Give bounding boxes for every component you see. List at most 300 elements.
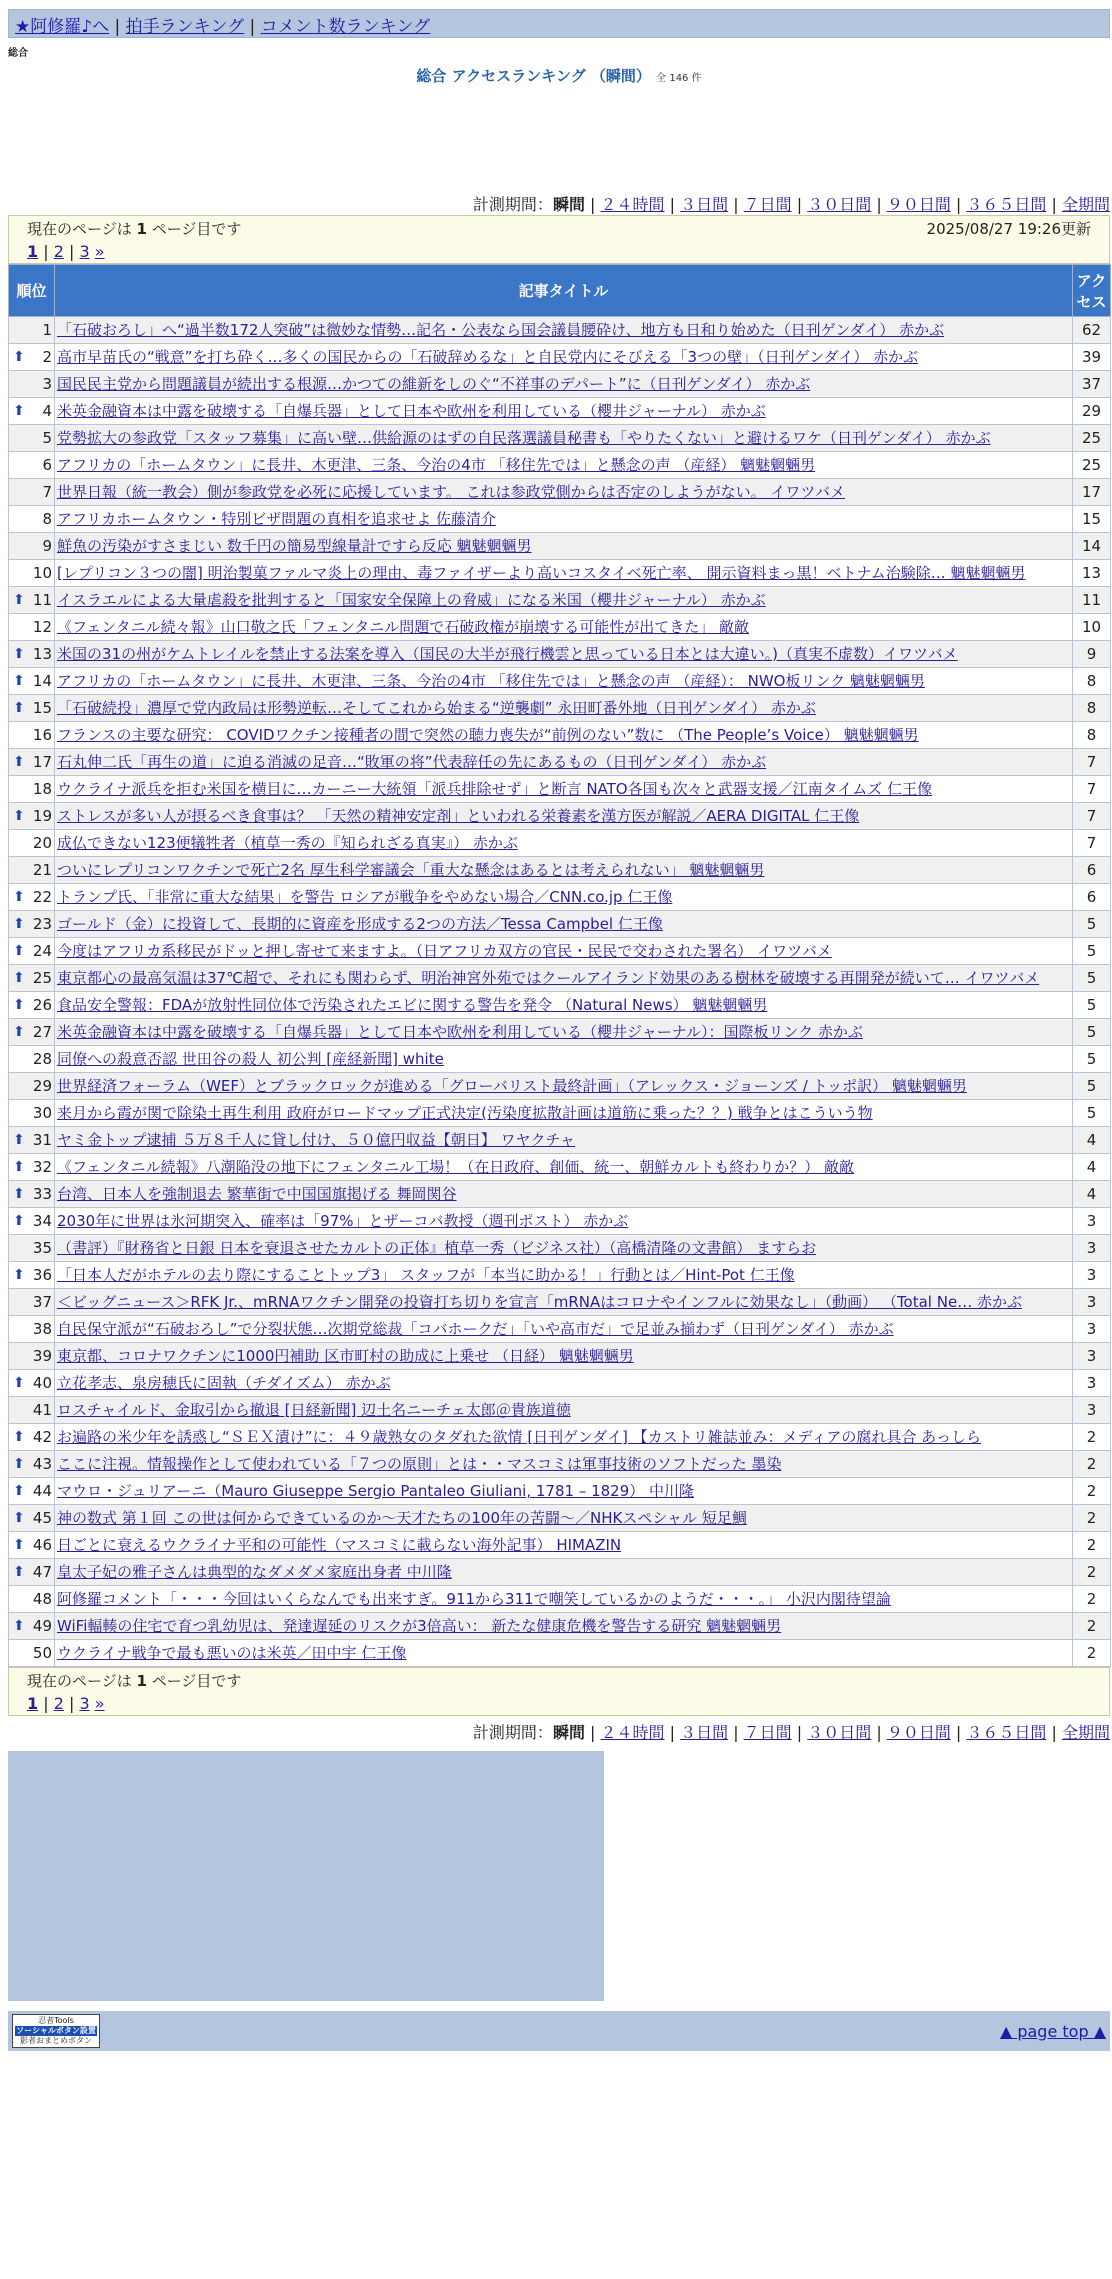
article-link[interactable]: アフリカホームタウン・特別ビザ問題の真相を追求せよ 佐藤清介 <box>57 510 497 528</box>
access-count: 10 <box>1073 614 1111 641</box>
table-row <box>9 398 1111 425</box>
nav-separator: | <box>249 17 256 37</box>
rank-number: 43 <box>32 1455 52 1473</box>
rank-cell <box>9 344 55 371</box>
page-top-link[interactable]: ▲ page top ▲ <box>999 2021 1106 2041</box>
title-cell <box>55 965 1073 992</box>
rank-number: 3 <box>42 375 52 393</box>
article-link[interactable]: （書評）『財務省と日銀 日本を衰退させたカルトの正体』植草一秀（ビジネス社）（高橋清隆の文書館） ますらお <box>57 1239 817 1257</box>
access-count: 8 <box>1073 695 1111 722</box>
rank-number: 50 <box>32 1644 52 1662</box>
bottom-period-link-2[interactable]: ７日間 <box>743 1723 792 1742</box>
access-count: 3 <box>1073 1343 1111 1370</box>
rank-cell <box>9 857 55 884</box>
rank-cell <box>9 992 55 1019</box>
table-row <box>9 614 1111 641</box>
table-row <box>9 1478 1111 1505</box>
article-link[interactable]: ロスチャイルド、金取引から撤退 [日経新聞] 辺土名ニーチェ太郎＠貴族道徳 <box>57 1401 571 1419</box>
table-row <box>9 1073 1111 1100</box>
rank-number: 42 <box>32 1428 52 1446</box>
bottom-period-link-4[interactable]: ９０日間 <box>886 1723 951 1742</box>
table-row <box>9 1100 1111 1127</box>
article-link[interactable]: アフリカの「ホームタウン」に長井、木更津、三条、今治の4市 「移住先では」と懸念の声 （産経）： NWO板リンク 魑魅魍魎男 <box>57 672 925 690</box>
period-current: 瞬間 <box>552 1723 585 1742</box>
access-count: 11 <box>1073 587 1111 614</box>
table-row <box>9 776 1111 803</box>
rank-number: 21 <box>32 861 52 879</box>
access-count: 39 <box>1073 344 1111 371</box>
top-period-link-3[interactable]: ３０日間 <box>807 195 872 214</box>
title-cell <box>55 1397 1073 1424</box>
table-row <box>9 1181 1111 1208</box>
access-count: 2 <box>1073 1424 1111 1451</box>
period-separator: | <box>1046 1723 1062 1742</box>
rank-up-arrow-icon: ⬆ <box>13 970 25 986</box>
period-selector-top <box>8 192 1110 215</box>
rank-number: 31 <box>32 1131 52 1149</box>
rank-up-arrow-icon: ⬆ <box>13 673 25 689</box>
article-link[interactable]: 「日本人だがホテルの去り際にすることトップ3」 スタッフが「本当に助かる！」行動とは／Hint-Pot 仁王像 <box>57 1266 795 1284</box>
access-count: 3 <box>1073 1262 1111 1289</box>
next-page-link[interactable]: » <box>94 1694 105 1713</box>
rank-number: 39 <box>32 1347 52 1365</box>
page-links <box>27 242 1091 261</box>
access-count: 15 <box>1073 506 1111 533</box>
title-cell <box>55 1586 1073 1613</box>
top-period-link-0[interactable]: ２４時間 <box>600 195 665 214</box>
article-link[interactable]: 世界経済フォーラム（WEF）とブラックロックが進める「グローバリスト最終計画」（アレックス・ジョーンズ / トッポ訳） 魑魅魍魎男 <box>57 1077 967 1095</box>
rank-up-arrow-icon: ⬆ <box>13 916 25 932</box>
article-link[interactable]: 東京都、コロナワクチンに1000円補助 区市町村の助成に上乗せ （日経） 魑魅魍魎男 <box>57 1347 634 1365</box>
rank-number: 41 <box>32 1401 52 1419</box>
page-separator: | <box>63 1694 80 1713</box>
top-period-link-1[interactable]: ３日間 <box>680 195 729 214</box>
rank-cell <box>9 614 55 641</box>
rank-number: 12 <box>32 618 52 636</box>
rank-number: 34 <box>32 1212 52 1230</box>
title-cell <box>55 641 1073 668</box>
top-period-link-6[interactable]: 全期間 <box>1061 195 1110 214</box>
article-link[interactable]: ここに注視。情報操作として使われている「７つの原則」とは・・マスコミは軍事技術のソフトだった 墨染 <box>57 1455 782 1473</box>
page-link-2[interactable]: 2 <box>53 242 64 261</box>
rank-up-arrow-icon: ⬆ <box>13 1564 25 1580</box>
rank-cell <box>9 1262 55 1289</box>
access-count: 29 <box>1073 398 1111 425</box>
title-cell <box>55 776 1073 803</box>
rank-cell <box>9 1154 55 1181</box>
article-link[interactable]: 「石破おろし」へ“過半数172人突破”は微妙な情勢…記名・公表なら国会議員腰砕け、地方も日和り始めた（日刊ゲンダイ） 赤かぶ <box>57 321 945 339</box>
title-cell <box>55 425 1073 452</box>
article-link[interactable]: 石丸伸二氏「再生の道」に迫る消滅の足音…“敗軍の将”代表辞任の先にあるもの（日刊ゲンダイ） 赤かぶ <box>57 753 767 771</box>
ranking-rows <box>9 317 1111 1667</box>
comment-ranking-link[interactable]: コメント数ランキング <box>260 17 431 37</box>
article-link[interactable]: 日ごとに衰えるウクライナ平和の可能性（マスコミに載らない海外記事） HIMAZIN <box>57 1536 622 1554</box>
period-separator: | <box>791 195 808 214</box>
top-period-link-2[interactable]: ７日間 <box>743 195 792 214</box>
page-link-2[interactable]: 2 <box>53 1694 64 1713</box>
rank-up-arrow-icon: ⬆ <box>13 1132 25 1148</box>
page-link-1[interactable]: 1 <box>27 242 39 261</box>
table-row <box>9 1235 1111 1262</box>
article-link[interactable]: 米国の31の州がケムトレイルを禁止する法案を導入（国民の大半が飛行機雲と思っている日本とは大違い。)（真実不虚数）イワツバメ <box>57 645 958 663</box>
table-row <box>9 1046 1111 1073</box>
table-row <box>9 1154 1111 1181</box>
rank-cell <box>9 803 55 830</box>
article-link[interactable]: WiFi輻輳の住宅で育つ乳幼児は、発達遅延のリスクが3倍高い： 新たな健康危機を警告する研究 魑魅魍魎男 <box>57 1617 782 1635</box>
access-count: 8 <box>1073 722 1111 749</box>
page-link-1[interactable]: 1 <box>27 1694 39 1713</box>
article-link[interactable]: 今度はアフリカ系移民がドッと押し寄せて来ますよ。（日アフリカ双方の官民・民民で交わされた署名） イワツバメ <box>57 942 832 960</box>
access-count: 62 <box>1073 317 1111 344</box>
title-cell <box>55 398 1073 425</box>
period-separator: | <box>871 1723 887 1742</box>
table-row <box>9 533 1111 560</box>
access-count: 2 <box>1073 1586 1111 1613</box>
rank-number: 29 <box>32 1077 52 1095</box>
table-row <box>9 911 1111 938</box>
article-link[interactable]: 米英金融資本は中露を破壊する「自爆兵器」として日本や欧州を利用している（櫻井ジャーナル） 赤かぶ <box>57 402 766 420</box>
article-link[interactable]: 皇太子妃の雅子さんは典型的なダメダメ家庭出身者 中川隆 <box>57 1563 452 1581</box>
access-count: 5 <box>1073 911 1111 938</box>
article-link[interactable]: ストレスが多い人が摂るべき食事は？ 「天然の精神安定剤」といわれる栄養素を漢方医が解説／AERA DIGITAL 仁王像 <box>57 807 860 825</box>
title-cell <box>55 1181 1073 1208</box>
current-page-text: 現在のページは 1 ページ目です <box>27 1672 242 1690</box>
rank-cell <box>9 479 55 506</box>
table-row <box>9 830 1111 857</box>
rank-cell <box>9 1046 55 1073</box>
table-row <box>9 1397 1111 1424</box>
rank-cell <box>9 1208 55 1235</box>
rank-cell <box>9 1451 55 1478</box>
title-cell <box>55 938 1073 965</box>
article-link[interactable]: [レプリコン３つの闇] 明治製菓ファルマ炎上の理由、毒ファイザーより高いコスタイベ死亡率、 開示資料まっ黒！ベトナム治験除… 魑魅魍魎男 <box>57 564 1026 582</box>
applause-ranking-link[interactable]: 拍手ランキング <box>125 17 245 37</box>
title-cell <box>55 506 1073 533</box>
rank-cell <box>9 722 55 749</box>
rank-up-arrow-icon: ⬆ <box>13 646 25 662</box>
article-link[interactable]: 阿修羅コメント「・・・今回はいくらなんでも出来すぎ。911から311で嘲笑しているかのようだ・・・。」 小沢内閣待望論 <box>57 1590 891 1608</box>
table-row <box>9 1451 1111 1478</box>
title-cell <box>55 1613 1073 1640</box>
table-row <box>9 560 1111 587</box>
rank-cell <box>9 830 55 857</box>
article-link[interactable]: 高市早苗氏の“戦意”を打ち砕く…多くの国民からの「石破辞めるな」と自民党内にそびえる「3つの壁」（日刊ゲンダイ） 赤かぶ <box>57 348 919 366</box>
article-link[interactable]: ついにレプリコンワクチンで死亡2名 厚生科学審議会「重大な懸念はあるとは考えられない」 魑魅魍魎男 <box>57 861 765 879</box>
rank-cell <box>9 1316 55 1343</box>
rank-cell <box>9 587 55 614</box>
rank-up-arrow-icon: ⬆ <box>13 1213 25 1229</box>
access-count: 7 <box>1073 749 1111 776</box>
rank-cell <box>9 695 55 722</box>
article-link[interactable]: 来月から霞が関で除染土再生利用 政府がロードマップ正式決定(汚染度拡散計画は道筋に乗った？？) 戦争とはこういう物 <box>57 1104 873 1122</box>
table-row <box>9 1316 1111 1343</box>
title-cell <box>55 1424 1073 1451</box>
updated-timestamp: 2025/08/27 19:26更新 <box>926 220 1091 238</box>
article-link[interactable]: 自民保守派が“石破おろし”で分裂状態…次期党総裁「コバホークだ」「いや高市だ」で足並み揃わず（日刊ゲンダイ） 赤かぶ <box>57 1320 894 1338</box>
table-row <box>9 1532 1111 1559</box>
ranking-table <box>8 264 1111 1667</box>
period-separator: | <box>950 195 967 214</box>
table-row <box>9 641 1111 668</box>
rank-cell <box>9 668 55 695</box>
bottom-period-link-6[interactable]: 全期間 <box>1061 1723 1110 1742</box>
top-period-link-5[interactable]: ３６５日間 <box>966 195 1047 214</box>
rank-cell <box>9 1019 55 1046</box>
bottom-period-link-1[interactable]: ３日間 <box>680 1723 729 1742</box>
rank-cell <box>9 1478 55 1505</box>
title-cell <box>55 1343 1073 1370</box>
access-count: 5 <box>1073 965 1111 992</box>
col-title-header: 記事タイトル <box>55 265 1073 317</box>
period-separator: | <box>1046 195 1062 214</box>
rank-number: 4 <box>42 402 52 420</box>
table-row <box>9 1505 1111 1532</box>
bottom-bar <box>8 2011 1110 2051</box>
page-title <box>8 65 1110 86</box>
access-count: 8 <box>1073 668 1111 695</box>
article-link[interactable]: イスラエルによる大量虐殺を批判すると「国家安全保障上の脅威」になる米国（櫻井ジャーナル） 赤かぶ <box>57 591 766 609</box>
access-count: 4 <box>1073 1127 1111 1154</box>
article-link[interactable]: お遍路の米少年を誘惑し“ＳＥＸ漬け”に：４９歳熟女のタダれた欲情 [日刊ゲンダイ] 【カストリ雑誌並み：メディアの腐れ具合 あっしら <box>57 1428 982 1446</box>
rank-cell <box>9 1424 55 1451</box>
title-cell <box>55 1505 1073 1532</box>
access-count: 3 <box>1073 1289 1111 1316</box>
title-cell <box>55 722 1073 749</box>
table-row <box>9 479 1111 506</box>
title-cell <box>55 1127 1073 1154</box>
title-cell <box>55 560 1073 587</box>
period-separator: | <box>728 1723 744 1742</box>
rank-number: 47 <box>32 1563 52 1581</box>
bottom-period-link-5[interactable]: ３６５日間 <box>966 1723 1047 1742</box>
article-link[interactable]: 《フェンタニル続々報》山口敬之氏「フェンタニル問題で石破政権が崩壊する可能性が出てきた」 敵敵 <box>57 618 750 636</box>
table-row <box>9 317 1111 344</box>
access-count: 6 <box>1073 884 1111 911</box>
title-cell <box>55 614 1073 641</box>
article-link[interactable]: フランスの主要な研究： COVIDワクチン接種者の間で突然の聴力喪失が“前例のない”数に （The People’s Voice） 魑魅魍魎男 <box>57 726 919 744</box>
top-nav-bar <box>8 9 1110 38</box>
rank-number: 7 <box>42 483 52 501</box>
rank-up-arrow-icon: ⬆ <box>13 1267 25 1283</box>
table-row <box>9 965 1111 992</box>
article-link[interactable]: トランプ氏、「非常に重大な結果」を警告 ロシアが戦争をやめない場合／CNN.co.jp 仁王像 <box>57 888 673 906</box>
access-count: 5 <box>1073 992 1111 1019</box>
rank-cell <box>9 1127 55 1154</box>
rank-number: 32 <box>32 1158 52 1176</box>
article-link[interactable]: 立花孝志、泉房穂氏に固執（チダイズム） 赤かぶ <box>57 1374 391 1392</box>
access-count: 5 <box>1073 1046 1111 1073</box>
rank-up-arrow-icon: ⬆ <box>13 700 25 716</box>
page-link-3[interactable]: 3 <box>79 1694 90 1713</box>
rank-cell <box>9 1640 55 1667</box>
rank-number: 38 <box>32 1320 52 1338</box>
rank-number: 46 <box>32 1536 52 1554</box>
article-link[interactable]: 成仏できない123便犠牲者（植草一秀の『知られざる真実』） 赤かぶ <box>57 834 518 852</box>
rank-number: 19 <box>32 807 52 825</box>
home-link[interactable]: ★阿修羅♪へ <box>15 17 110 37</box>
rank-cell <box>9 1586 55 1613</box>
title-cell <box>55 1208 1073 1235</box>
rank-number: 44 <box>32 1482 52 1500</box>
access-count: 14 <box>1073 533 1111 560</box>
period-label: 計測期間： <box>472 195 553 214</box>
page-separator: | <box>38 1694 54 1713</box>
page-separator: | <box>63 242 80 261</box>
article-link[interactable]: ゴールド（金）に投資して、長期的に資産を形成する2つの方法／Tessa Campbel 仁王像 <box>57 915 663 933</box>
article-link[interactable]: ウクライナ派兵を拒む米国を横目に…カーニー大統領「派兵排除せず」と断言 NATO各国も次々と武器支援／江南タイムズ 仁王像 <box>57 780 933 798</box>
period-current: 瞬間 <box>552 195 585 214</box>
rank-up-arrow-icon: ⬆ <box>13 1186 25 1202</box>
article-link[interactable]: ＜ビッグニュース＞RFK Jr.、mRNAワクチン開発の投資打ち切りを宣言「mRNAはコロナやインフルに効果なし」（動画） （Total Ne… 赤かぶ <box>57 1293 1022 1311</box>
title-cell <box>55 1019 1073 1046</box>
period-separator: | <box>584 1723 601 1742</box>
rank-cell <box>9 1559 55 1586</box>
table-row <box>9 857 1111 884</box>
title-cell <box>55 803 1073 830</box>
ad-placeholder <box>8 1751 604 2001</box>
access-count: 7 <box>1073 776 1111 803</box>
title-cell <box>55 857 1073 884</box>
top-period-link-4[interactable]: ９０日間 <box>886 195 951 214</box>
article-link[interactable]: 神の数式 第１回 この世は何からできているのか～天才たちの100年の苦闘～／NHKスペシャル 短足鯛 <box>57 1509 747 1527</box>
article-link[interactable]: 国民民主党から問題議員が続出する根源…かつての維新をしのぐ“不祥事のデパート”に（日刊ゲンダイ） 赤かぶ <box>57 375 811 393</box>
access-count: 25 <box>1073 452 1111 479</box>
rank-number: 45 <box>32 1509 52 1527</box>
rank-number: 48 <box>32 1590 52 1608</box>
rank-number: 13 <box>32 645 52 663</box>
article-link[interactable]: 「石破続投」濃厚で党内政局は形勢逆転…そしてこれから始まる“逆襲劇” 永田町番外地（日刊ゲンダイ） 赤かぶ <box>57 699 816 717</box>
rank-number: 10 <box>32 564 52 582</box>
rank-up-arrow-icon: ⬆ <box>13 943 25 959</box>
title-cell <box>55 1478 1073 1505</box>
article-link[interactable]: ヤミ金トップ逮捕 ５万８千人に貸し付け、５０億円収益【朝日】 ワヤクチャ <box>57 1131 576 1149</box>
rank-number: 30 <box>32 1104 52 1122</box>
rank-number: 49 <box>32 1617 52 1635</box>
access-count: 7 <box>1073 803 1111 830</box>
rank-up-arrow-icon: ⬆ <box>13 1375 25 1391</box>
article-link[interactable]: 米英金融資本は中露を破壊する「自爆兵器」として日本や欧州を利用している（櫻井ジャーナル）：国際板リンク 赤かぶ <box>57 1023 863 1041</box>
rank-cell <box>9 1100 55 1127</box>
ninja-tools-badge[interactable]: 忍者Tools ソーシャルボタン設置 影者おまとめボタン <box>12 2014 100 2048</box>
rank-cell <box>9 425 55 452</box>
rank-cell <box>9 398 55 425</box>
access-count: 5 <box>1073 1100 1111 1127</box>
access-count: 3 <box>1073 1208 1111 1235</box>
table-row <box>9 668 1111 695</box>
article-link[interactable]: 同僚への殺意否認 世田谷の殺人 初公判 [産経新聞] white <box>57 1050 444 1068</box>
rank-number: 2 <box>42 348 52 366</box>
table-row <box>9 1127 1111 1154</box>
title-cell <box>55 452 1073 479</box>
title-cell <box>55 479 1073 506</box>
table-row <box>9 884 1111 911</box>
total-count: 全 146 件 <box>656 73 702 84</box>
rank-cell <box>9 1073 55 1100</box>
article-link[interactable]: 食品安全警報：FDAが放射性同位体で汚染されたエビに関する警告を発令 （Natural News） 魑魅魍魎男 <box>57 996 768 1014</box>
rank-cell <box>9 1397 55 1424</box>
article-link[interactable]: 2030年に世界は氷河期突入、確率は「97%」とザーコバ教授（週刊ポスト） 赤かぶ <box>57 1212 629 1230</box>
period-separator: | <box>664 195 681 214</box>
title-cell <box>55 830 1073 857</box>
bottom-period-link-3[interactable]: ３０日間 <box>807 1723 872 1742</box>
access-count: 2 <box>1073 1478 1111 1505</box>
article-link[interactable]: 東京都心の最高気温は37℃超で、それにも関わらず、明治神宮外苑ではクールアイランド効果のある樹林を破壊する再開発が続いて… イワツバメ <box>57 969 1040 987</box>
rank-up-arrow-icon: ⬆ <box>13 997 25 1013</box>
rank-up-arrow-icon: ⬆ <box>13 889 25 905</box>
table-row <box>9 371 1111 398</box>
rank-number: 1 <box>42 321 52 339</box>
table-row <box>9 1559 1111 1586</box>
rank-up-arrow-icon: ⬆ <box>13 754 25 770</box>
page-separator: | <box>38 242 54 261</box>
rank-number: 25 <box>32 969 52 987</box>
period-separator: | <box>664 1723 681 1742</box>
period-separator: | <box>871 195 887 214</box>
table-row <box>9 695 1111 722</box>
table-row <box>9 938 1111 965</box>
access-count: 4 <box>1073 1154 1111 1181</box>
rank-up-arrow-icon: ⬆ <box>13 1024 25 1040</box>
article-link[interactable]: 《フェンタニル続報》八潮陥没の地下にフェンタニル工場！（在日政府、創価、統一、朝鮮カルトも終わりか？） 敵敵 <box>57 1158 855 1176</box>
rank-up-arrow-icon: ⬆ <box>13 403 25 419</box>
title-cell <box>55 1262 1073 1289</box>
title-cell <box>55 992 1073 1019</box>
table-row <box>9 1343 1111 1370</box>
rank-number: 15 <box>32 699 52 717</box>
col-access-header: アクセス <box>1073 265 1111 317</box>
access-count: 3 <box>1073 1370 1111 1397</box>
rank-cell <box>9 1532 55 1559</box>
rank-cell <box>9 1289 55 1316</box>
rank-cell <box>9 317 55 344</box>
page-link-3[interactable]: 3 <box>79 242 90 261</box>
rank-cell <box>9 1613 55 1640</box>
article-link[interactable]: 世界日報（統一教会）側が参政党を必死に応援しています。 これは参政党側からは否定のしようがない。 イワツバメ <box>57 483 846 501</box>
access-count: 2 <box>1073 1505 1111 1532</box>
access-count: 25 <box>1073 425 1111 452</box>
bottom-period-link-0[interactable]: ２４時間 <box>600 1723 665 1742</box>
nav-separator: | <box>114 17 121 37</box>
article-link[interactable]: 党勢拡大の参政党「スタッフ募集」に高い壁…供給源のはずの自民落選議員秘書も「やりたくない」と避けるワケ（日刊ゲンダイ） 赤かぶ <box>57 429 991 447</box>
table-row <box>9 425 1111 452</box>
period-separator: | <box>584 195 601 214</box>
pager-top <box>8 215 1110 264</box>
article-link[interactable]: 台湾、日本人を強制退去 繁華街で中国国旗掲げる 舞岡関谷 <box>57 1185 457 1203</box>
period-separator: | <box>728 195 744 214</box>
rank-cell <box>9 1505 55 1532</box>
rank-number: 35 <box>32 1239 52 1257</box>
article-link[interactable]: ウクライナ戦争で最も悪いのは米英／田中宇 仁王像 <box>57 1644 407 1662</box>
rank-number: 16 <box>32 726 52 744</box>
article-link[interactable]: 鮮魚の汚染がすさまじい 数千円の簡易型線量計ですら反応 魑魅魍魎男 <box>57 537 532 555</box>
rank-number: 22 <box>32 888 52 906</box>
article-link[interactable]: アフリカの「ホームタウン」に長井、木更津、三条、今治の4市 「移住先では」と懸念の声 （産経） 魑魅魍魎男 <box>57 456 816 474</box>
rank-up-arrow-icon: ⬆ <box>13 1510 25 1526</box>
rank-number: 11 <box>32 591 52 609</box>
article-link[interactable]: マウロ・ジュリアーニ（Mauro Giuseppe Sergio Pantaleo Giuliani, 1781 – 1829） 中川隆 <box>57 1482 695 1500</box>
page <box>8 9 1110 2051</box>
rank-number: 24 <box>32 942 52 960</box>
next-page-link[interactable]: » <box>94 242 105 261</box>
rank-number: 20 <box>32 834 52 852</box>
rank-number: 8 <box>42 510 52 528</box>
title-cell <box>55 1046 1073 1073</box>
rank-cell <box>9 749 55 776</box>
title-cell <box>55 749 1073 776</box>
title-cell <box>55 533 1073 560</box>
title-cell <box>55 317 1073 344</box>
pager-bottom <box>8 1667 1110 1716</box>
